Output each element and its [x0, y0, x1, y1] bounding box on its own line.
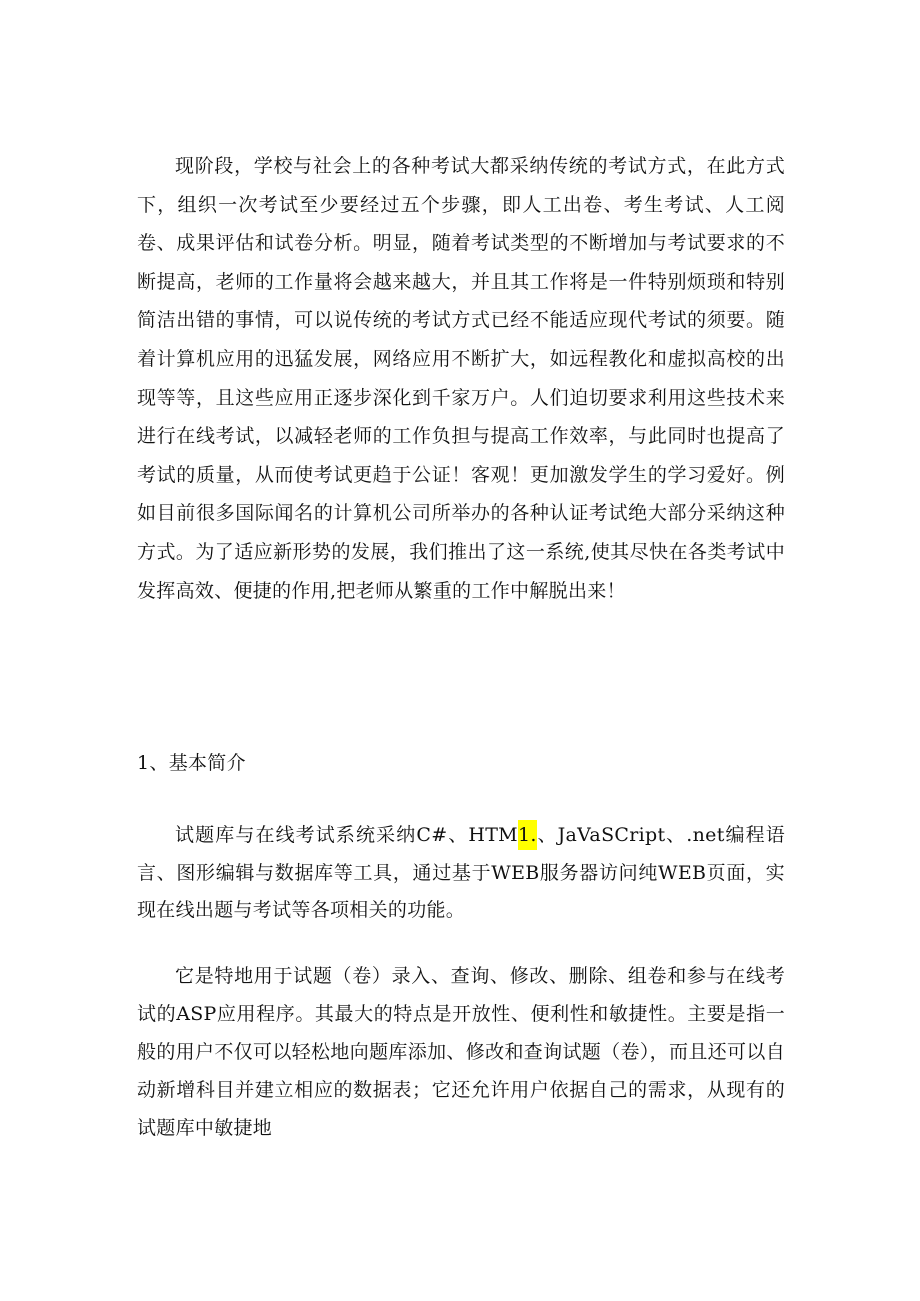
overview-text-start: 试题库与在线考试系统采纳C#、HTM: [175, 824, 518, 846]
overview-paragraph: [137, 817, 785, 930]
highlighted-text: 1.: [518, 820, 537, 850]
section-heading: 1、基本简介: [137, 752, 246, 774]
intro-paragraph: 现阶段，学校与社会上的各种考试大都采纳传统的考试方式，在此方式下，组织一次考试至少要经过五个步骤，即人工出卷、考生考试、人工阅卷、成果评估和试卷分析。明显，随着考试类型的不断增加与考试要求的不断提高，老师的工作量将会越来越大，并且其工作将是一件特别烦琐和特别简洁出错的事情，可以说传统的考试方式已经不能适应现代考试的须要。随着计算机应用的迅猛发展，网络应用不断扩大，如远程教化和虚拟高校的出现等等，且这些应用正逐步深化到千家万户。人们迫切要求利用这些技术来进行在线考试，以减轻老师的工作负担与提高工作效率，与此同时也提高了考试的质量，从而使考试更趋于公证！客观！更加激发学生的学习爱好。例如目前很多国际闻名的计算机公司所举办的各种认证考试绝大部分采纳这种方式。为了适应新形势的发展，我们推出了这一系统,使其尽快在各类考试中发挥高效、便捷的作用,把老师从繁重的工作中解脱出来！: [137, 155, 785, 602]
overview-text-end: 、JaVaSCript、.net编程语言、图形编辑与数据库等工具，通过基于WEB服务器访问纯WEB页面，实现在线出题与考试等各项相关的功能。: [137, 824, 785, 921]
features-paragraph: 它是特地用于试题（卷）录入、查询、修改、删除、组卷和参与在线考试的ASP应用程序。其最大的特点是开放性、便利性和敏捷性。主要是指一般的用户不仅可以轻松地向题库添加、修改和查询试题（卷），而且还可以自动新增科目并建立相应的数据表；它还允许用户依据自己的需求，从现有的试题库中敏捷地: [137, 965, 785, 1139]
